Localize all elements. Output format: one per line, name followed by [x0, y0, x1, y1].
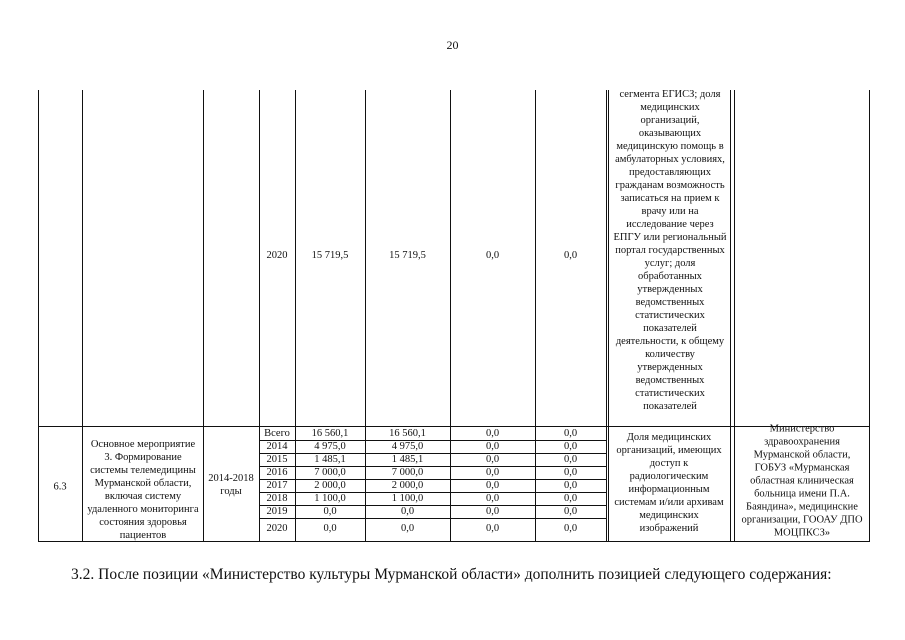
year-cell: 2017	[266, 480, 288, 491]
row-period: 2014-2018 годы	[208, 473, 254, 497]
federal-cell: 0,0	[485, 428, 500, 439]
year-cell: 2018	[266, 493, 288, 504]
federal-cell: 0,0	[485, 454, 500, 465]
other-cell: 0,0	[563, 467, 578, 478]
total-cell: 2 000,0	[314, 480, 346, 491]
federal-cell: 0,0	[485, 523, 500, 534]
federal-cell: 0,0	[485, 493, 500, 504]
row-executor: Министерство здравоохранения Мурманской области, ГОБУЗ «Мурманская областная клиническая больница имени П.А. Баяндина», медицинские организации, ГООАУ ДПО МОЦПКСЗ»	[741, 423, 863, 539]
regional-cell: 0,0	[400, 506, 415, 517]
other-cell: 0,0	[563, 441, 578, 452]
federal-cell: 0,0	[485, 467, 500, 478]
cont-year: 2020	[266, 250, 288, 261]
regional-cell: 7 000,0	[391, 467, 424, 478]
other-cell: 0,0	[563, 523, 578, 534]
regional-cell: 0,0	[400, 523, 415, 534]
federal-cell: 0,0	[485, 441, 500, 452]
total-cell: 7 000,0	[314, 467, 346, 478]
page-number: 20	[446, 38, 459, 52]
cont-federal: 0,0	[485, 250, 500, 261]
year-cell: Всего	[264, 428, 290, 439]
regional-cell: 1 485,1	[391, 454, 424, 465]
total-cell: 0,0	[323, 523, 337, 534]
total-cell: 4 975,0	[314, 441, 346, 452]
total-cell: 1 485,1	[314, 454, 346, 465]
cont-indicator: сегмента ЕГИСЗ; доля медицинских организаций, оказывающих медицинскую помощь в амбулаторных условиях, предоставляющих гражданам возможность записаться на прием к врачу или на исследование через ЕПГУ или региональный портал государственных услуг; доля обработанных утвержденных ведомственных статистических показателей деятельности, к общему количеству утвержденных ведомственных статистических показателей	[613, 89, 727, 412]
regional-cell: 4 975,0	[391, 441, 424, 452]
total-cell: 0,0	[323, 506, 337, 517]
year-cell: 2019	[266, 506, 288, 517]
other-cell: 0,0	[563, 493, 578, 504]
total-cell: 1 100,0	[314, 493, 346, 504]
federal-cell: 0,0	[485, 506, 500, 517]
year-cell: 2015	[266, 454, 288, 465]
regional-cell: 1 100,0	[391, 493, 424, 504]
regional-cell: 2 000,0	[391, 480, 424, 491]
other-cell: 0,0	[563, 506, 578, 517]
regional-cell: 16 560,1	[389, 428, 426, 439]
federal-cell: 0,0	[485, 480, 500, 491]
cont-total: 15 719,5	[311, 250, 349, 261]
row-number: 6.3	[53, 481, 67, 493]
other-cell: 0,0	[563, 454, 578, 465]
total-cell: 16 560,1	[311, 428, 349, 439]
other-cell: 0,0	[563, 480, 578, 491]
year-cell: 2016	[266, 467, 288, 478]
year-cell: 2014	[266, 441, 288, 452]
cont-regional: 15 719,5	[389, 250, 426, 261]
row-name: Основное мероприятие 3. Формирование системы телемедицины Мурманской области, включая систему удаленного мониторинга состояния здоровья пациентов	[87, 439, 199, 541]
cont-other: 0,0	[563, 250, 578, 261]
amendment-paragraph: 3.2. После позиции «Министерство культуры Мурманской области» дополнить позицией следующего содержания:	[71, 566, 832, 583]
year-cell: 2020	[266, 523, 288, 534]
other-cell: 0,0	[563, 428, 578, 439]
row-indicator: Доля медицинских организаций, имеющих доступ к радиологическим информационным системам и/или архивам медицинских изображений	[614, 432, 724, 534]
